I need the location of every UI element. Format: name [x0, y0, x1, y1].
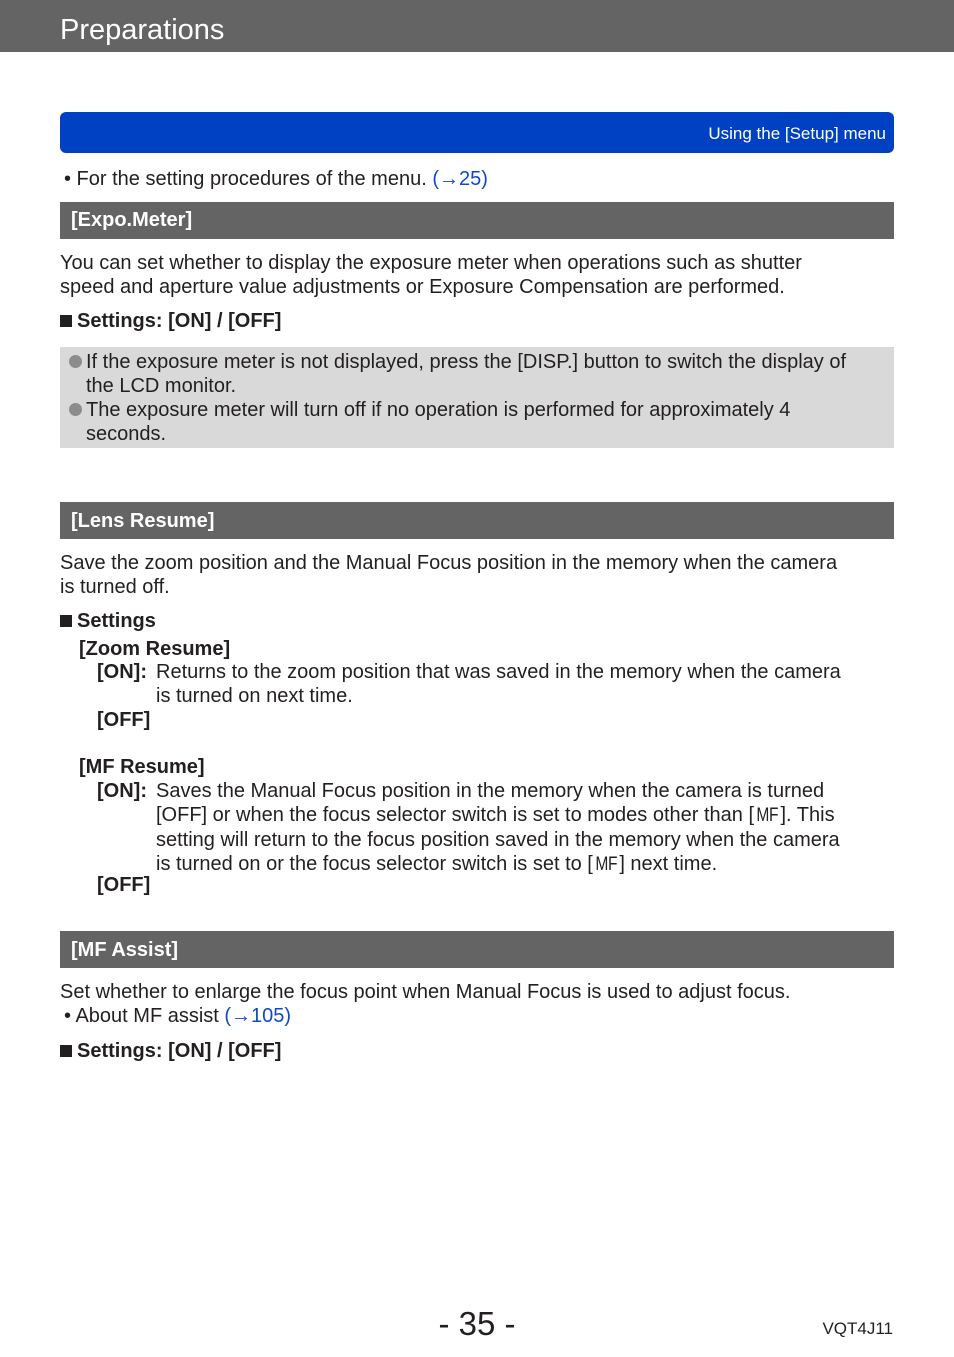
mf-resume-on-label: [ON]: — [97, 780, 147, 802]
lens-resume-description — [60, 551, 900, 599]
note-text: If the exposure meter is not displayed, press the [DISP.] button to switch the display of — [86, 351, 847, 373]
note-line — [69, 398, 893, 422]
note-line-cont: seconds. — [86, 423, 167, 445]
document-code: VQT4J11 — [822, 1319, 893, 1338]
mf-resume-off-label: [OFF] — [97, 874, 151, 896]
mf-assist-page-link[interactable]: (→105) — [224, 1005, 292, 1027]
lens-resume-settings — [60, 609, 900, 633]
zoom-resume-on-label: [ON]: — [97, 661, 147, 683]
square-bullet-icon — [60, 315, 72, 327]
lens-resume-settings-text: Settings — [77, 610, 156, 632]
expo-meter-description — [60, 251, 900, 299]
mf-mode-icon: MF — [756, 805, 779, 826]
note-line — [69, 350, 893, 374]
zoom-resume-label: [Zoom Resume] — [79, 638, 231, 660]
bullet-dot-icon — [69, 403, 82, 416]
expo-meter-settings-text: Settings: [ON] / [OFF] — [77, 310, 282, 332]
mf-resume-on-text — [156, 779, 896, 877]
mf-resume-on-line3: setting will return to the focus position saved in the memory when the camera — [156, 829, 840, 851]
mf-assist-description: Set whether to enlarge the focus point when Manual Focus is used to adjust focus. — [60, 981, 791, 1003]
expo-meter-desc-line1: You can set whether to display the exposure meter when operations such as shutter — [60, 252, 802, 274]
expo-meter-desc-line2: speed and aperture value adjustments or Exposure Compensation are performed. — [60, 276, 785, 298]
mf-mode-icon: MF — [595, 854, 617, 875]
zoom-resume-off-label: [OFF] — [97, 709, 151, 731]
mf-assist-about-text: • About MF assist — [64, 1005, 225, 1027]
bullet-dot-icon — [69, 355, 82, 368]
expo-meter-settings — [60, 309, 900, 333]
square-bullet-icon — [60, 1045, 72, 1057]
page-title: Preparations — [60, 14, 225, 46]
mf-resume-on-line4: is turned on or the focus selector switch is set to [ MF ] next time. — [156, 853, 718, 875]
menu-banner-label: Using the [Setup] menu — [708, 124, 886, 143]
intro-note — [64, 167, 904, 191]
intro-text: • For the setting procedures of the menu. — [64, 168, 433, 190]
mf-resume-on-line1: Saves the Manual Focus position in the memory when the camera is turned — [156, 780, 825, 802]
section-title-mf-assist: [MF Assist] — [71, 939, 179, 961]
mf-assist-settings-text: Settings: [ON] / [OFF] — [77, 1040, 282, 1062]
page-number: - 35 - — [438, 1305, 516, 1342]
zoom-resume-on-text — [156, 660, 896, 708]
note-item — [69, 398, 893, 446]
mf-assist-settings — [60, 1039, 900, 1063]
section-title-expo-meter: [Expo.Meter] — [71, 209, 193, 231]
intro-page-link[interactable]: (→25) — [432, 168, 488, 190]
note-line-cont: the LCD monitor. — [86, 375, 237, 397]
square-bullet-icon — [60, 615, 72, 627]
zoom-resume-on-line1: Returns to the zoom position that was saved in the memory when the camera — [156, 661, 841, 683]
mf-resume-on-line2: [OFF] or when the focus selector switch is set to modes other than [ MF ]. This — [156, 804, 835, 826]
zoom-resume-on-line2: is turned on next time. — [156, 685, 353, 707]
lens-resume-desc-line1: Save the zoom position and the Manual Focus position in the memory when the camera — [60, 552, 838, 574]
mf-resume-label: [MF Resume] — [79, 756, 205, 778]
note-item — [69, 350, 893, 398]
section-header-mf-assist — [60, 931, 894, 968]
mf-assist-about — [64, 1004, 904, 1028]
lens-resume-desc-line2: is turned off. — [60, 576, 170, 598]
section-title-lens-resume: [Lens Resume] — [71, 510, 215, 532]
note-text: The exposure meter will turn off if no operation is performed for approximately 4 — [86, 399, 791, 421]
